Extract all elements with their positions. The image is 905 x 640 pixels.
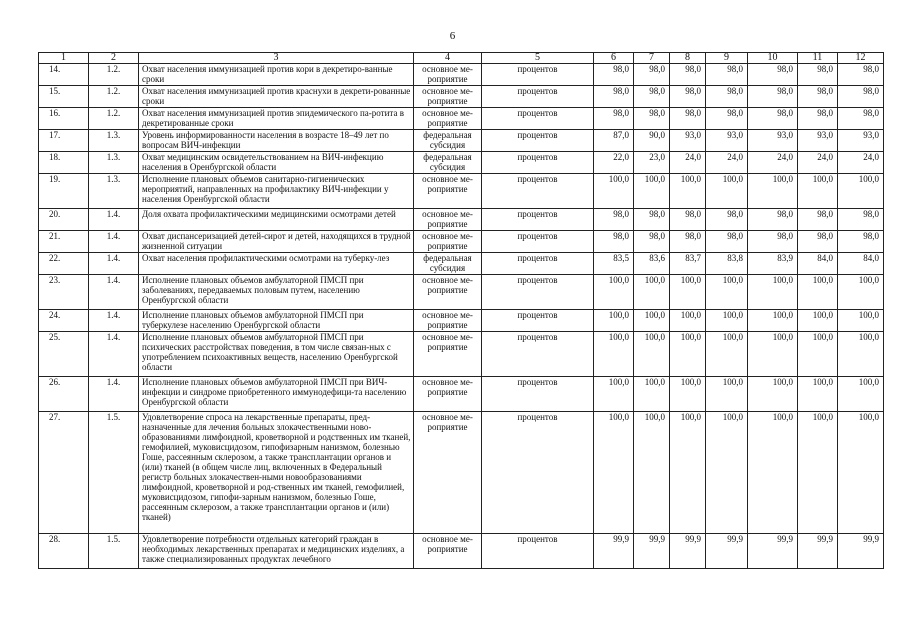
value-cell: 98,0 xyxy=(594,64,634,86)
value-cell: 100,0 xyxy=(670,377,706,412)
value-cell: 98,0 xyxy=(748,64,798,86)
indicator-name: Исполнение плановых объемов амбулаторной ПМСП при ВИЧ-инфекции и синдроме приобретенного иммунодефици-та населению Оренбургской области xyxy=(139,377,414,412)
value-cell: 23,0 xyxy=(634,152,670,174)
value-cell: 99,9 xyxy=(670,534,706,569)
row-number: 25. xyxy=(39,332,89,377)
value-cell: 98,0 xyxy=(748,108,798,130)
task-code: 1.4. xyxy=(89,231,139,253)
table-row xyxy=(39,332,884,377)
table-row xyxy=(39,152,884,174)
task-code: 1.3. xyxy=(89,174,139,209)
row-number: 19. xyxy=(39,174,89,209)
value-cell: 22,0 xyxy=(594,152,634,174)
measure-type: федеральная субсидия xyxy=(414,253,482,275)
measure-type: федеральная субсидия xyxy=(414,152,482,174)
value-cell: 83,7 xyxy=(670,253,706,275)
value-cell: 98,0 xyxy=(838,209,884,231)
indicator-name: Исполнение плановых объемов амбулаторной ПМСП при психических расстройствах поведения, в том числе связан-ных с употреблением психоактивных веществ, населению Оренбургской области xyxy=(139,332,414,377)
unit: процентов xyxy=(482,275,594,310)
measure-type: основное ме-роприятие xyxy=(414,174,482,209)
value-cell: 98,0 xyxy=(798,231,838,253)
value-cell: 98,0 xyxy=(670,108,706,130)
value-cell: 100,0 xyxy=(634,412,670,534)
value-cell: 98,0 xyxy=(670,209,706,231)
row-number: 26. xyxy=(39,377,89,412)
value-cell: 87,0 xyxy=(594,130,634,152)
unit: процентов xyxy=(482,86,594,108)
value-cell: 98,0 xyxy=(748,231,798,253)
value-cell: 100,0 xyxy=(670,332,706,377)
task-code: 1.4. xyxy=(89,209,139,231)
task-code: 1.3. xyxy=(89,152,139,174)
task-code: 1.5. xyxy=(89,534,139,569)
task-code: 1.4. xyxy=(89,377,139,412)
value-cell: 100,0 xyxy=(594,332,634,377)
value-cell: 99,9 xyxy=(634,534,670,569)
value-cell: 98,0 xyxy=(798,209,838,231)
row-number: 15. xyxy=(39,86,89,108)
row-number: 18. xyxy=(39,152,89,174)
row-number: 21. xyxy=(39,231,89,253)
value-cell: 100,0 xyxy=(706,377,748,412)
value-cell: 98,0 xyxy=(798,86,838,108)
row-number: 28. xyxy=(39,534,89,569)
value-cell: 100,0 xyxy=(634,174,670,209)
table-row xyxy=(39,253,884,275)
value-cell: 100,0 xyxy=(706,310,748,332)
table-row xyxy=(39,310,884,332)
indicator-name: Удовлетворение потребности отдельных категорий граждан в необходимых лекарственных препаратах и медицинских изделиях, а также специализированных продуктах лечебного xyxy=(139,534,414,569)
page-number: 6 xyxy=(449,30,456,42)
value-cell: 100,0 xyxy=(594,310,634,332)
value-cell: 100,0 xyxy=(838,310,884,332)
column-number: 9 xyxy=(706,53,748,64)
value-cell: 98,0 xyxy=(594,209,634,231)
task-code: 1.3. xyxy=(89,130,139,152)
value-cell: 100,0 xyxy=(748,310,798,332)
table-row xyxy=(39,108,884,130)
value-cell: 100,0 xyxy=(748,377,798,412)
unit: процентов xyxy=(482,534,594,569)
value-cell: 93,0 xyxy=(748,130,798,152)
value-cell: 98,0 xyxy=(634,209,670,231)
value-cell: 98,0 xyxy=(634,108,670,130)
row-number: 23. xyxy=(39,275,89,310)
table-row xyxy=(39,412,884,534)
value-cell: 98,0 xyxy=(838,64,884,86)
table-row xyxy=(39,534,884,569)
indicator-name: Удовлетворение спроса на лекарственные препараты, пред-назначенные для лечения больных злокачественными ново-образованиями лимфоидной, кроветворной и родственных им тканей, гемофилией, муковисцидозом, гипофизарным нанизмом, болезнью Гоше, рассеянным склерозом, а также трансплантации органов и (или) тканей (в общем числе лиц, включенных в Федеральный регистр больных злокачествен-ными новообразованиями лимфоидной, кроветворной и род-ственных им тканей, гемофилией, муковисцидозом, гипофи-зарным нанизмом, болезнью Гоше, рассеянным склерозом, а также трансплантации органов и (или) тканей) xyxy=(139,412,414,534)
value-cell: 83,6 xyxy=(634,253,670,275)
value-cell: 98,0 xyxy=(838,231,884,253)
unit: процентов xyxy=(482,253,594,275)
column-number: 6 xyxy=(594,53,634,64)
value-cell: 99,9 xyxy=(706,534,748,569)
column-number: 8 xyxy=(670,53,706,64)
table-row xyxy=(39,64,884,86)
measure-type: основное ме-роприятие xyxy=(414,108,482,130)
value-cell: 100,0 xyxy=(670,174,706,209)
unit: процентов xyxy=(482,174,594,209)
unit: процентов xyxy=(482,108,594,130)
column-number: 1 xyxy=(39,53,89,64)
task-code: 1.4. xyxy=(89,332,139,377)
indicator-name: Исполнение плановых объемов санитарно-гигиенических мероприятий, направленных на профилактику ВИЧ-инфекции у населения Оренбургской области xyxy=(139,174,414,209)
unit: процентов xyxy=(482,152,594,174)
indicator-name: Доля охвата профилактическими медицинскими осмотрами детей xyxy=(139,209,414,231)
value-cell: 98,0 xyxy=(670,64,706,86)
value-cell: 24,0 xyxy=(838,152,884,174)
value-cell: 83,5 xyxy=(594,253,634,275)
column-number: 5 xyxy=(482,53,594,64)
value-cell: 99,9 xyxy=(748,534,798,569)
task-code: 1.4. xyxy=(89,275,139,310)
value-cell: 98,0 xyxy=(838,108,884,130)
value-cell: 93,0 xyxy=(838,130,884,152)
value-cell: 24,0 xyxy=(798,152,838,174)
unit: процентов xyxy=(482,377,594,412)
measure-type: основное ме-роприятие xyxy=(414,377,482,412)
column-numbers-row xyxy=(39,53,884,64)
indicator-name: Охват населения профилактическими осмотрами на туберку-лез xyxy=(139,253,414,275)
value-cell: 24,0 xyxy=(670,152,706,174)
measure-type: основное ме-роприятие xyxy=(414,332,482,377)
table-row xyxy=(39,130,884,152)
value-cell: 100,0 xyxy=(838,332,884,377)
row-number: 22. xyxy=(39,253,89,275)
value-cell: 100,0 xyxy=(798,275,838,310)
indicator-name: Уровень информированности населения в возрасте 18–49 лет по вопросам ВИЧ-инфекции xyxy=(139,130,414,152)
value-cell: 84,0 xyxy=(798,253,838,275)
value-cell: 100,0 xyxy=(798,377,838,412)
unit: процентов xyxy=(482,412,594,534)
value-cell: 98,0 xyxy=(634,64,670,86)
value-cell: 100,0 xyxy=(634,377,670,412)
measure-type: основное ме-роприятие xyxy=(414,310,482,332)
table-row xyxy=(39,231,884,253)
unit: процентов xyxy=(482,310,594,332)
value-cell: 100,0 xyxy=(838,275,884,310)
value-cell: 83,8 xyxy=(706,253,748,275)
column-number: 4 xyxy=(414,53,482,64)
table-row xyxy=(39,86,884,108)
value-cell: 98,0 xyxy=(706,108,748,130)
unit: процентов xyxy=(482,209,594,231)
value-cell: 100,0 xyxy=(838,412,884,534)
value-cell: 98,0 xyxy=(706,64,748,86)
measure-type: основное ме-роприятие xyxy=(414,534,482,569)
value-cell: 100,0 xyxy=(798,332,838,377)
unit: процентов xyxy=(482,231,594,253)
value-cell: 100,0 xyxy=(748,332,798,377)
table-row xyxy=(39,174,884,209)
measure-type: основное ме-роприятие xyxy=(414,64,482,86)
value-cell: 98,0 xyxy=(594,108,634,130)
value-cell: 98,0 xyxy=(838,86,884,108)
value-cell: 90,0 xyxy=(634,130,670,152)
value-cell: 24,0 xyxy=(706,152,748,174)
task-code: 1.4. xyxy=(89,253,139,275)
value-cell: 100,0 xyxy=(748,412,798,534)
value-cell: 98,0 xyxy=(634,231,670,253)
value-cell: 100,0 xyxy=(838,377,884,412)
value-cell: 98,0 xyxy=(706,86,748,108)
value-cell: 98,0 xyxy=(594,86,634,108)
indicator-name: Охват диспансеризацией детей-сирот и детей, находящихся в трудной жизненной ситуации xyxy=(139,231,414,253)
value-cell: 93,0 xyxy=(706,130,748,152)
value-cell: 100,0 xyxy=(706,275,748,310)
value-cell: 100,0 xyxy=(594,174,634,209)
value-cell: 100,0 xyxy=(706,412,748,534)
value-cell: 83,9 xyxy=(748,253,798,275)
value-cell: 98,0 xyxy=(670,86,706,108)
value-cell: 100,0 xyxy=(670,310,706,332)
task-code: 1.4. xyxy=(89,310,139,332)
row-number: 16. xyxy=(39,108,89,130)
value-cell: 93,0 xyxy=(670,130,706,152)
measure-type: основное ме-роприятие xyxy=(414,209,482,231)
value-cell: 99,9 xyxy=(798,534,838,569)
value-cell: 100,0 xyxy=(594,275,634,310)
measure-type: основное ме-роприятие xyxy=(414,86,482,108)
value-cell: 98,0 xyxy=(748,209,798,231)
value-cell: 99,9 xyxy=(594,534,634,569)
unit: процентов xyxy=(482,332,594,377)
value-cell: 98,0 xyxy=(670,231,706,253)
value-cell: 100,0 xyxy=(798,412,838,534)
measure-type: основное ме-роприятие xyxy=(414,412,482,534)
column-number: 7 xyxy=(634,53,670,64)
column-number: 2 xyxy=(89,53,139,64)
row-number: 20. xyxy=(39,209,89,231)
value-cell: 24,0 xyxy=(748,152,798,174)
column-number: 11 xyxy=(798,53,838,64)
indicator-name: Охват населения иммунизацией против кори в декретиро-ванные сроки xyxy=(139,64,414,86)
unit: процентов xyxy=(482,130,594,152)
value-cell: 100,0 xyxy=(594,412,634,534)
row-number: 14. xyxy=(39,64,89,86)
value-cell: 100,0 xyxy=(634,275,670,310)
value-cell: 100,0 xyxy=(838,174,884,209)
value-cell: 100,0 xyxy=(798,310,838,332)
value-cell: 100,0 xyxy=(670,412,706,534)
row-number: 17. xyxy=(39,130,89,152)
table-row xyxy=(39,209,884,231)
column-number: 10 xyxy=(748,53,798,64)
value-cell: 98,0 xyxy=(594,231,634,253)
measure-type: федеральная субсидия xyxy=(414,130,482,152)
indicator-name: Охват населения иммунизацией против эпидемического па-ротита в декретированные сроки xyxy=(139,108,414,130)
value-cell: 100,0 xyxy=(748,174,798,209)
task-code: 1.2. xyxy=(89,86,139,108)
value-cell: 100,0 xyxy=(634,332,670,377)
value-cell: 98,0 xyxy=(748,86,798,108)
column-number: 12 xyxy=(838,53,884,64)
indicator-name: Исполнение плановых объемов амбулаторной ПМСП при туберкулезе населению Оренбургской области xyxy=(139,310,414,332)
measure-type: основное ме-роприятие xyxy=(414,231,482,253)
table-row xyxy=(39,377,884,412)
value-cell: 100,0 xyxy=(594,377,634,412)
indicator-name: Охват медицинским освидетельствованием на ВИЧ-инфекцию населения в Оренбургской области xyxy=(139,152,414,174)
value-cell: 100,0 xyxy=(798,174,838,209)
value-cell: 100,0 xyxy=(670,275,706,310)
value-cell: 98,0 xyxy=(634,86,670,108)
task-code: 1.5. xyxy=(89,412,139,534)
value-cell: 93,0 xyxy=(798,130,838,152)
value-cell: 100,0 xyxy=(706,332,748,377)
value-cell: 98,0 xyxy=(706,231,748,253)
measure-type: основное ме-роприятие xyxy=(414,275,482,310)
value-cell: 98,0 xyxy=(798,64,838,86)
indicator-name: Охват населения иммунизацией против краснухи в декрети-рованные сроки xyxy=(139,86,414,108)
column-number: 3 xyxy=(139,53,414,64)
value-cell: 100,0 xyxy=(634,310,670,332)
task-code: 1.2. xyxy=(89,64,139,86)
task-code: 1.2. xyxy=(89,108,139,130)
value-cell: 99,9 xyxy=(838,534,884,569)
indicator-name: Исполнение плановых объемов амбулаторной ПМСП при заболеваниях, передаваемых половым путем, населению Оренбургской области xyxy=(139,275,414,310)
value-cell: 100,0 xyxy=(748,275,798,310)
row-number: 24. xyxy=(39,310,89,332)
unit: процентов xyxy=(482,64,594,86)
value-cell: 100,0 xyxy=(706,174,748,209)
value-cell: 84,0 xyxy=(838,253,884,275)
table-row xyxy=(39,275,884,310)
indicators-table xyxy=(38,52,884,569)
value-cell: 98,0 xyxy=(798,108,838,130)
value-cell: 98,0 xyxy=(706,209,748,231)
row-number: 27. xyxy=(39,412,89,534)
